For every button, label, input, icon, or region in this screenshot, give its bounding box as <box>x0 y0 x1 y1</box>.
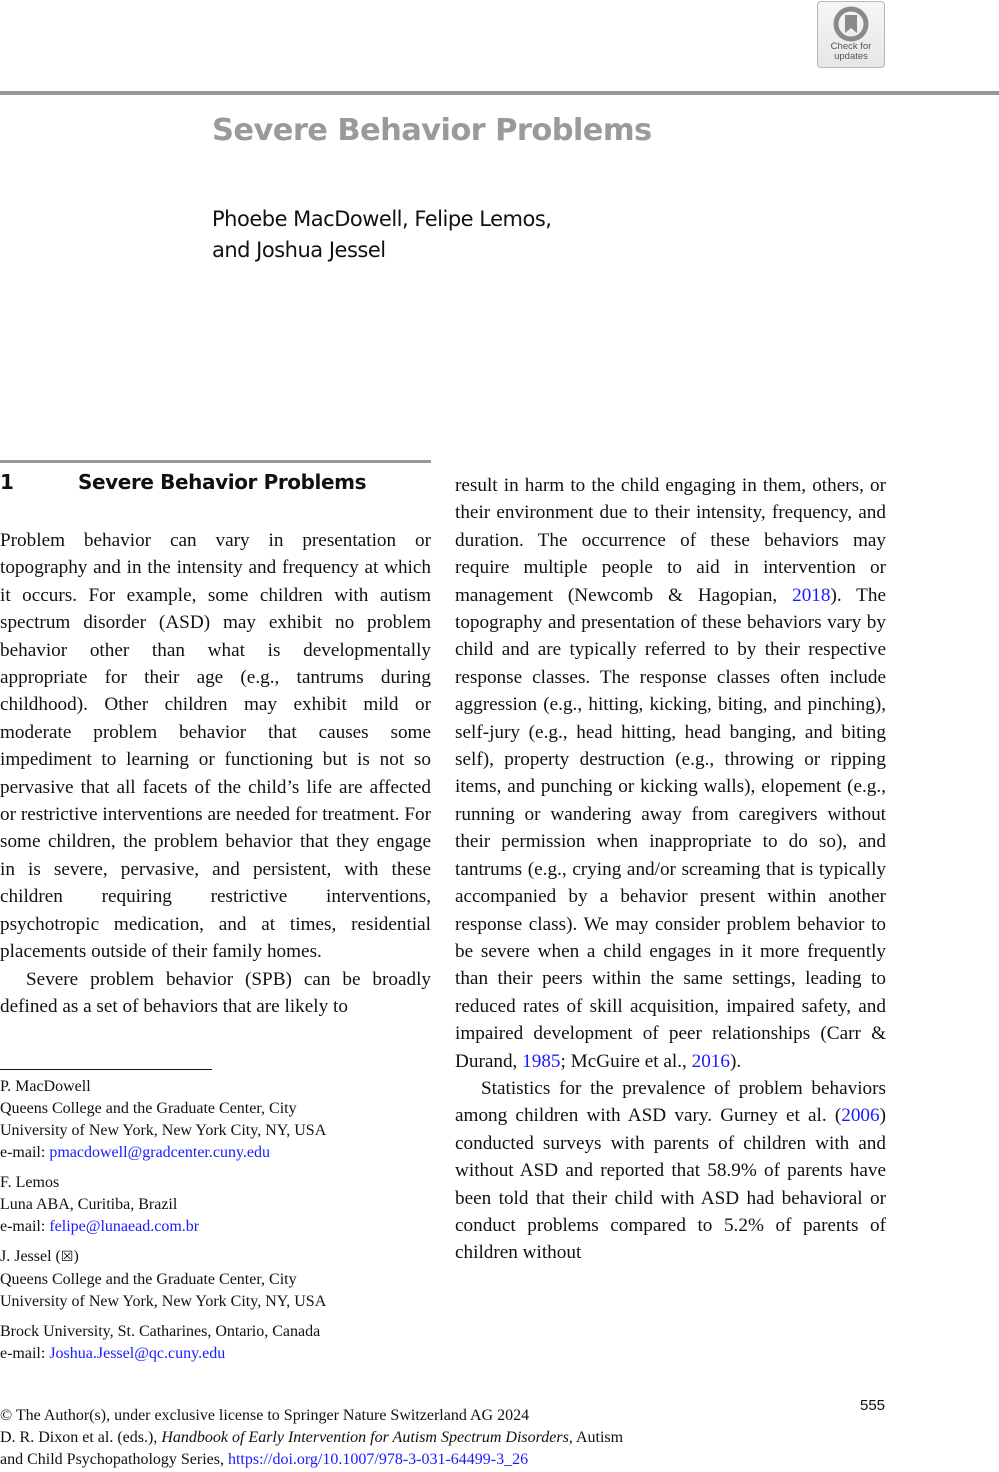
text-run: ) conducted surveys with parents of children with and without ASD and reported that 58.9% of parents have been told that their child with ASD had behavioral or conduct problems compared to 5.2% of parents of children without <box>455 1105 886 1264</box>
paragraph: Problem behavior can vary in presentation or topography and in the intensity and frequency at which it occurs. For example, some children with autism spectrum disorder (ASD) may exhibit no problem behavior other than what is developmentally appropriate for their age (e.g., tantrums during childhood). Other children may exhibit mild or moderate problem behavior that causes some impediment to learning or functioning but is not so pervasive that all facets of the child’s life are affected or restrictive interventions are needed for treatment. For some children, the problem behavior that they engage in is severe, pervasive, and persistent, with these children requiring restrictive interventions, psychotropic medication, and at times, residential placements outside of their family homes. <box>0 530 431 963</box>
paragraph <box>455 472 886 1075</box>
check-for-updates-badge[interactable] <box>817 1 885 68</box>
series-line <box>0 1449 900 1471</box>
section-heading <box>0 470 431 494</box>
affiliation-macdowell <box>0 1076 440 1164</box>
chapter-authors <box>212 204 551 266</box>
citation-link[interactable]: 2018 <box>792 584 831 606</box>
text-run: ; McGuire et al., <box>560 1050 692 1072</box>
affiliation-line: Brock University, St. Catharines, Ontario, Canada <box>0 1323 321 1340</box>
email-link[interactable]: pmacdowell@gradcenter.cuny.edu <box>49 1144 271 1161</box>
affiliation-line: Queens College and the Graduate Center, City <box>0 1100 297 1117</box>
copyright-line: © The Author(s), under exclusive license to Springer Nature Switzerland AG 2024 <box>0 1407 530 1424</box>
footnote-rule <box>0 1069 212 1070</box>
body-column-right <box>455 472 886 1267</box>
section-rule <box>0 460 431 463</box>
affiliation-email-row <box>0 1216 440 1238</box>
paragraph: Severe problem behavior (SPB) can be broadly defined as a set of behaviors that are likely to <box>0 968 431 1017</box>
affiliation-line: Luna ABA, Curitiba, Brazil <box>0 1196 178 1213</box>
envelope-icon: ☒ <box>60 1250 74 1265</box>
affiliation-line: University of New York, New York City, NY, USA <box>0 1122 327 1139</box>
author-affiliations <box>0 1076 440 1373</box>
top-rule <box>0 91 999 95</box>
affiliation-line: Queens College and the Graduate Center, City <box>0 1271 297 1288</box>
citation-link[interactable]: 2006 <box>841 1105 880 1127</box>
authors-line-2: and Joshua Jessel <box>212 238 386 262</box>
bookmark-circle-icon <box>833 6 869 42</box>
authors-line-1: Phoebe MacDowell, Felipe Lemos, <box>212 207 552 231</box>
text-run: result in harm to the child engaging in them, others, or their environment due to their intensity, frequency, and duration. The occurrence of these behaviors may require multiple people to aid in intervention or management (Newcomb & Hagopian, <box>455 475 886 606</box>
affiliation-name: F. Lemos <box>0 1174 60 1191</box>
page-footer <box>0 1405 900 1471</box>
email-label: e-mail: <box>0 1345 50 1362</box>
badge-label-line2: updates <box>834 51 868 62</box>
text-run: ). The topography and presentation of these behaviors vary by child and are typically referred to by their respective response classes. The response classes often include aggression (e.g., hitting, kicking, biting, and pinching), self-jury (e.g., head hitting, head banging, and biting self), property destruction (e.g., throwing or ripping items, and punching or kicking walls), elopement (e.g., running or wandering away from caregivers without their permission when inappropriate to do so), and tantrums (e.g., crying and/or screaming that is typically accompanied by a behavior present within another response class). We may consider problem behavior to be severe when a child engages in it more frequently than their peers within the same settings, leading to reduced rates of skill acquisition, impaired safety, and impaired development of peer relationships (Carr & Durand, <box>455 584 887 1072</box>
affiliation-name <box>0 1246 440 1269</box>
body-column-left <box>0 527 431 1020</box>
citation-line <box>0 1427 900 1449</box>
paragraph <box>455 1075 886 1267</box>
email-label: e-mail: <box>0 1218 50 1235</box>
text-run: , Autism <box>568 1429 624 1446</box>
doi-link[interactable]: https://doi.org/10.1007/978-3-031-64499-3_26 <box>227 1451 529 1468</box>
citation-link[interactable]: 2016 <box>691 1050 730 1072</box>
affiliation-line: University of New York, New York City, NY, USA <box>0 1293 327 1310</box>
chapter-title: Severe Behavior Problems <box>212 113 652 148</box>
text-run: ). <box>729 1050 742 1072</box>
badge-label-line1: Check for <box>830 41 872 52</box>
email-link[interactable]: Joshua.Jessel@qc.cuny.edu <box>49 1345 226 1362</box>
affiliation-lemos <box>0 1172 440 1238</box>
section-title: Severe Behavior Problems <box>78 470 367 494</box>
affiliation-email-row <box>0 1142 440 1164</box>
affiliation-name: P. MacDowell <box>0 1078 91 1095</box>
section-number: 1 <box>0 470 14 494</box>
affiliation-jessel <box>0 1246 440 1365</box>
citation-link[interactable]: 1985 <box>522 1050 561 1072</box>
email-link[interactable]: felipe@lunaead.com.br <box>49 1218 200 1235</box>
book-title: Handbook of Early Intervention for Autism Spectrum Disorders <box>161 1429 569 1446</box>
page-number: 555 <box>860 1397 886 1414</box>
text-run: and Child Psychopathology Series, <box>0 1451 228 1468</box>
text-run: Statistics for the prevalence of problem behaviors among children with ASD vary. Gurney et al. ( <box>455 1077 886 1127</box>
spacer <box>0 1313 440 1321</box>
name-suffix: ) <box>73 1248 79 1265</box>
email-label: e-mail: <box>0 1144 50 1161</box>
affiliation-email-row <box>0 1343 440 1365</box>
name-text: J. Jessel ( <box>0 1248 61 1265</box>
text-run: D. R. Dixon et al. (eds.), <box>0 1429 162 1446</box>
